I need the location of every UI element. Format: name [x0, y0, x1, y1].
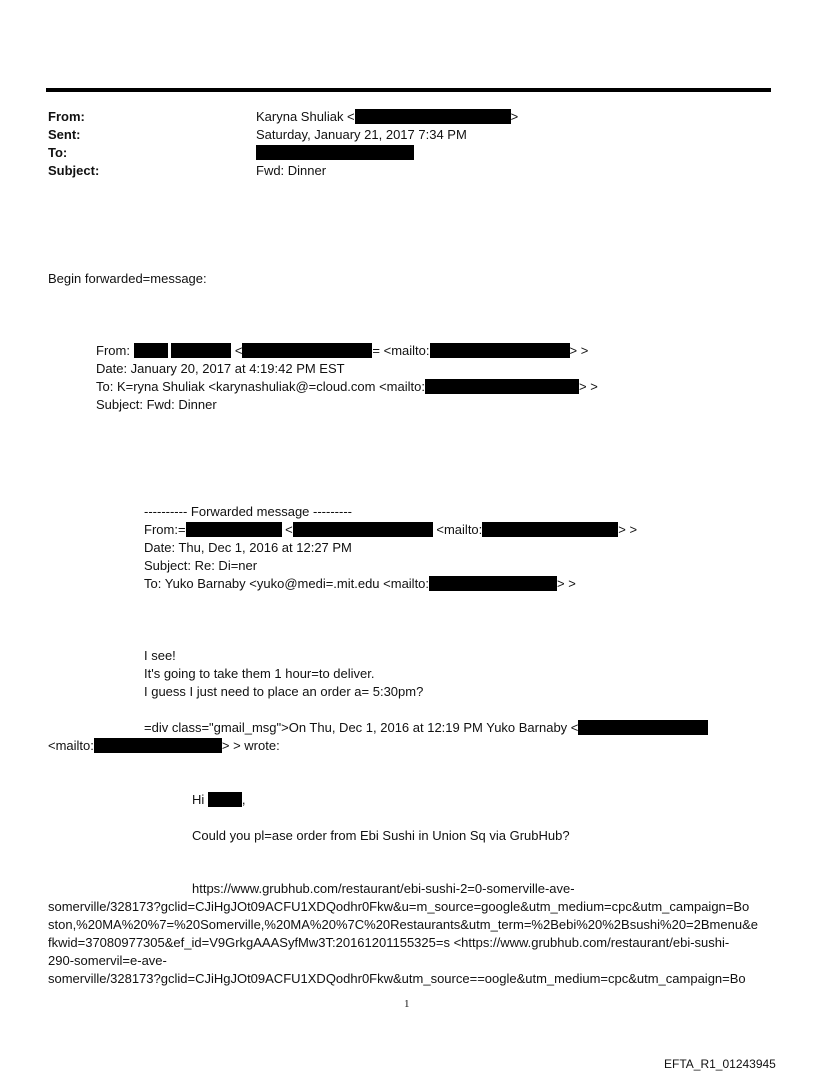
redaction-block [425, 379, 579, 394]
redaction-block [430, 343, 570, 358]
fwd2-from-lt: < [285, 522, 293, 537]
quoted-greeting [192, 792, 246, 808]
fwd2-separator: ---------- Forwarded message --------- [144, 504, 352, 519]
greeting-comma: , [241, 792, 246, 807]
fwd2-to-prefix: To: Yuko Barnaby <yuko@medi=.mit.edu <mailto: [144, 576, 430, 591]
quote-header-2 [48, 738, 280, 754]
redaction-block [355, 109, 511, 124]
fwd2-date: Date: Thu, Dec 1, 2016 at 12:27 PM [144, 540, 352, 555]
quote-header-2-prefix: <mailto: [48, 738, 94, 753]
sent-value: Saturday, January 21, 2017 7:34 PM [256, 127, 467, 142]
page-number: 1 [404, 998, 410, 1010]
fwd2-to [144, 576, 576, 592]
fwd1-from-mailto: = <mailto: [372, 343, 430, 358]
fwd2-from [144, 522, 637, 538]
from-close: > [510, 109, 519, 124]
redaction-block [429, 576, 557, 591]
subject-label: Subject: [48, 163, 100, 178]
redaction-block [242, 343, 372, 358]
redaction-block [94, 738, 222, 753]
redaction-block [482, 522, 618, 537]
fwd2-from-label: From:= [144, 522, 186, 537]
reply-line-3: I guess I just need to place an order a= 5:30pm? [144, 684, 424, 699]
redaction-block [256, 145, 414, 160]
to-label: To: [48, 145, 68, 160]
quote-header-1 [144, 720, 708, 736]
redaction-block [208, 792, 242, 807]
url-line: somerville/328173?gclid=CJiHgJOt09ACFU1XDQodhr0Fkw&u=m_source=google&utm_medium=cpc&utm_campaign=Bo [48, 899, 750, 914]
quote-header-text: =div class="gmail_msg">On Thu, Dec 1, 2016 at 12:19 PM Yuko Barnaby < [144, 720, 579, 735]
redaction-block [186, 522, 282, 537]
fwd2-to-end: > > [557, 576, 576, 591]
subject-value: Fwd: Dinner [256, 163, 327, 178]
redaction-block [134, 343, 168, 358]
fwd2-subject: Subject: Re: Di=ner [144, 558, 258, 573]
url-line: ston,%20MA%20%7=%20Somerville,%20MA%20%7C%20Restaurants&utm_term=%2Bebi%20%2Bsushi%20=2Bmenu&e [48, 917, 758, 932]
url-line: https://www.grubhub.com/restaurant/ebi-sushi-2=0-somerville-ave- [192, 881, 575, 896]
to-value [256, 145, 414, 161]
redaction-block [293, 522, 433, 537]
fwd1-from-end: > > [569, 343, 589, 358]
url-line: 290-somervil=e-ave- [48, 953, 167, 968]
fwd1-from [96, 343, 588, 359]
greeting-hi: Hi [192, 792, 205, 807]
from-name: Karyna Shuliak < [256, 109, 355, 124]
url-line: fkwid=37080977305&ef_id=V9GrkgAAASyfMw3T:20161201155325=s <https://www.grubhub.com/restaurant/ebi-sushi- [48, 935, 730, 950]
fwd2-from-end: > > [618, 522, 638, 537]
redaction-block [578, 720, 708, 735]
reply-line-2: It's going to take them 1 hour=to deliver. [144, 666, 375, 681]
fwd1-date: Date: January 20, 2017 at 4:19:42 PM EST [96, 361, 345, 376]
fwd1-from-lt: < [234, 343, 243, 358]
quote-header-2-end: > > wrote: [221, 738, 280, 753]
fwd1-to-end: > > [578, 379, 598, 394]
fwd1-subject: Subject: Fwd: Dinner [96, 397, 217, 412]
fwd2-from-mailto: <mailto: [436, 522, 483, 537]
header-rule [46, 88, 771, 92]
fwd1-from-label: From: [96, 343, 130, 358]
reply-line-1: I see! [144, 648, 176, 663]
redaction-block [171, 343, 231, 358]
quoted-request: Could you pl=ase order from Ebi Sushi in Union Sq via GrubHub? [192, 828, 570, 843]
document-id: EFTA_R1_01243945 [664, 1057, 776, 1071]
fwd1-to-prefix: To: K=ryna Shuliak <karynashuliak@=cloud.com <mailto: [96, 379, 425, 394]
from-label: From: [48, 109, 85, 124]
begin-forwarded: Begin forwarded=message: [48, 271, 207, 286]
fwd1-to [96, 379, 598, 395]
url-line: somerville/328173?gclid=CJiHgJOt09ACFU1XDQodhr0Fkw&utm_source==oogle&utm_medium=cpc&utm_campaign=Bo [48, 971, 746, 986]
from-value [256, 109, 518, 125]
sent-label: Sent: [48, 127, 81, 142]
